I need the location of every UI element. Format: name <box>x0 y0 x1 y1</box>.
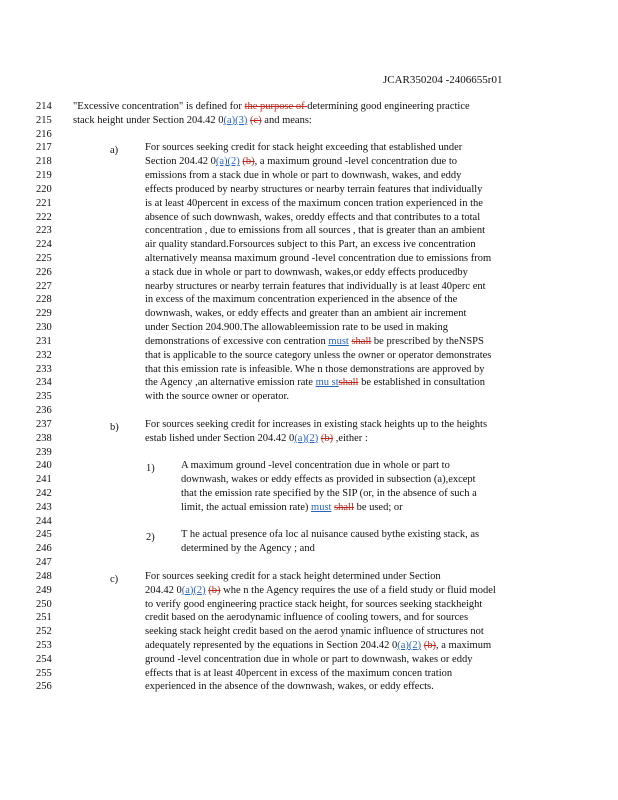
text-segment: A maximum ground -level concentration due in whole or part to <box>181 460 450 472</box>
text-line <box>145 336 484 347</box>
line-number: 248 <box>36 570 52 582</box>
line-number: 236 <box>36 405 52 417</box>
line-number: 222 <box>36 211 52 223</box>
text-segment: experienced in the absence of the downwash, wakes, or eddy effects. <box>145 681 434 693</box>
text-line <box>145 184 482 195</box>
deleted-text: (b) <box>242 156 255 168</box>
text-segment: estab lished under Section 204.42 0 <box>145 432 295 444</box>
document-id-header: JCAR350204 -2406655r01 <box>383 74 503 86</box>
inserted-text: (a)(2) <box>294 432 319 444</box>
text-segment: effects that is at least 40percent in excess of the maximum concen tration <box>145 667 453 679</box>
line-number: 218 <box>36 156 52 168</box>
text-line <box>73 115 312 126</box>
text-line <box>181 529 479 540</box>
text-line <box>145 267 468 278</box>
text-line <box>145 668 452 679</box>
text-segment: whe n the Agency requires the use of a field study or fluid model <box>220 584 496 596</box>
text-segment: air quality standard.Forsources subject to this Part, an excess ive concentration <box>145 239 476 251</box>
text-line <box>145 654 472 665</box>
inserted-text: (a)(2) <box>215 156 240 168</box>
text-segment: downwash, wakes or eddy effects as provided in subsection (a),except <box>181 474 476 486</box>
inserted-text: (a)(2) <box>397 639 422 651</box>
text-segment: and means: <box>261 114 312 126</box>
text-segment: demonstrations of excessive con centration <box>145 335 329 347</box>
inserted-text: must <box>311 501 332 513</box>
text-line <box>145 281 486 292</box>
line-number: 225 <box>36 253 52 265</box>
text-line <box>145 142 462 153</box>
line-number: 254 <box>36 653 52 665</box>
text-segment: emissions from a stack due in whole or part to downwash, wakes, and eddy <box>145 170 462 182</box>
text-segment: with the source owner or operator. <box>145 391 290 403</box>
deleted-text: (b) <box>208 584 221 596</box>
text-line <box>145 571 441 582</box>
item-label-b: b) <box>110 422 119 433</box>
item-label-b2: 2) <box>146 532 155 543</box>
line-number: 249 <box>36 584 52 596</box>
text-line <box>145 640 491 651</box>
text-line <box>145 253 491 264</box>
text-segment: determined by the Agency ; and <box>181 543 315 555</box>
line-number: 217 <box>36 142 52 154</box>
line-number: 216 <box>36 128 52 140</box>
text-line <box>145 681 434 692</box>
line-number: 243 <box>36 501 52 513</box>
line-number: 250 <box>36 598 52 610</box>
line-number: 231 <box>36 335 52 347</box>
line-number: 237 <box>36 418 52 430</box>
line-number: 251 <box>36 612 52 624</box>
inserted-text: mu st <box>315 377 339 389</box>
text-segment: credit based on the aerodynamic influence of cooling towers, and for sources <box>145 612 469 624</box>
text-segment: that this emission rate is infeasible. Whe n those demonstrations are approved by <box>145 363 485 375</box>
text-segment: seeking stack height credit based on the aerod ynamic influence of structures not <box>145 626 484 638</box>
line-number: 224 <box>36 239 52 251</box>
text-segment: a stack due in whole or part to downwash, wakes,or eddy effects producedby <box>145 266 468 278</box>
line-number: 227 <box>36 280 52 292</box>
text-segment: alternatively meansa maximum ground -level concentration due to emissions from <box>145 253 492 265</box>
deleted-text: (b) <box>423 639 437 651</box>
line-number: 214 <box>36 101 52 112</box>
text-line <box>181 474 476 485</box>
inserted-text: must <box>328 335 349 347</box>
line-number: 242 <box>36 487 52 499</box>
line-number: 256 <box>36 681 52 693</box>
text-segment: is at least 40percent in excess of the maximum concen tration experienced in the <box>145 197 483 209</box>
text-line <box>145 419 487 430</box>
line-number: 253 <box>36 639 52 651</box>
text-line <box>145 612 468 623</box>
text-segment: For sources seeking credit for a stack height determined under Section <box>145 570 441 582</box>
line-number: 230 <box>36 322 52 334</box>
text-line <box>145 364 485 375</box>
text-line <box>145 170 461 181</box>
text-segment: T he actual presence ofa loc al nuisance caused bythe existing stack, as <box>181 529 480 541</box>
text-line <box>181 502 403 513</box>
text-line <box>145 350 491 361</box>
deleted-text: (c) <box>250 114 262 126</box>
line-number: 228 <box>36 294 52 306</box>
line-number: 229 <box>36 308 52 320</box>
text-segment: concentration , due to emissions from all sources , that is greater than an ambient <box>145 225 485 237</box>
deleted-text: (b) <box>320 432 334 444</box>
line-number: 246 <box>36 543 52 555</box>
text-line <box>145 212 480 223</box>
line-number: 255 <box>36 667 52 679</box>
text-line <box>145 225 485 236</box>
line-number: 252 <box>36 626 52 638</box>
text-line <box>181 543 315 554</box>
text-segment: limit, the actual emission rate) <box>181 501 312 513</box>
text-segment: to verify good engineering practice stack height, for sources seeking stackheight <box>145 598 483 610</box>
text-line <box>145 433 368 444</box>
item-label-c: c) <box>110 574 119 585</box>
text-segment: the Agency ,an alternative emission rate <box>145 377 316 389</box>
text-segment: effects produced by nearby structures or nearby terrain features that individually <box>145 183 483 195</box>
text-line <box>145 377 485 388</box>
text-segment: , a maximum <box>436 639 492 651</box>
item-label-b1: 1) <box>146 463 155 474</box>
text-segment: adequately represented by the equations in Section 204.42 0 <box>145 639 398 651</box>
line-number: 247 <box>36 557 52 569</box>
deleted-text: shall <box>338 377 359 389</box>
deleted-text: shall <box>334 501 354 513</box>
line-number: 238 <box>36 432 52 444</box>
text-segment: stack height under Section 204.42 0 <box>73 114 224 126</box>
inserted-text: (a)(3) <box>223 114 248 126</box>
text-line <box>181 488 477 499</box>
text-line <box>145 391 289 402</box>
text-segment: For sources seeking credit for stack height exceeding that established under <box>145 142 463 154</box>
text-segment: 204.42 0 <box>145 584 182 596</box>
text-line <box>145 198 483 209</box>
text-segment: absence of such downwash, wakes, oreddy effects and that contributes to a total <box>145 211 481 223</box>
text-line <box>73 101 470 112</box>
text-segment: in excess of the maximum concentration experienced in the absence of the <box>145 294 458 306</box>
line-number: 233 <box>36 363 52 375</box>
line-number: 219 <box>36 170 52 182</box>
line-number: 235 <box>36 391 52 403</box>
line-number: 220 <box>36 183 52 195</box>
item-label-a: a) <box>110 145 119 156</box>
text-line <box>145 156 457 167</box>
text-line <box>145 626 484 637</box>
line-number: 244 <box>36 515 52 527</box>
text-segment: "Excessive concentration" is defined for <box>73 101 245 112</box>
text-segment: be used; or <box>353 501 403 513</box>
line-number: 226 <box>36 266 52 278</box>
line-number: 240 <box>36 460 52 472</box>
line-number: 221 <box>36 197 52 209</box>
text-line <box>145 294 457 305</box>
text-segment: be established in consultation <box>358 377 486 389</box>
text-segment: downwash, wakes, or eddy effects and greater than an ambient air increment <box>145 308 467 320</box>
line-number: 234 <box>36 377 52 389</box>
deleted-text: the purpose of <box>244 101 308 112</box>
line-number: 241 <box>36 474 52 486</box>
text-line <box>145 239 476 250</box>
text-line <box>145 308 466 319</box>
text-segment: that is applicable to the source category unless the owner or operator demonstrates <box>145 349 492 361</box>
line-number: 245 <box>36 529 52 541</box>
line-number: 223 <box>36 225 52 237</box>
text-segment: ,either : <box>333 432 368 444</box>
text-segment: Section 204.42 0 <box>145 156 216 168</box>
line-number: 215 <box>36 114 52 126</box>
line-number: 239 <box>36 446 52 458</box>
text-segment: under Section 204.900.The allowableemission rate to be used in making <box>145 322 448 334</box>
text-segment: that the emission rate specified by the SIP (or, in the absence of such a <box>181 487 477 499</box>
text-segment: determining good engineering practice <box>307 101 470 112</box>
text-line <box>145 322 448 333</box>
text-segment: be prescribed by theNSPS <box>371 335 484 347</box>
deleted-text: shall <box>351 335 372 347</box>
text-segment: nearby structures or nearby terrain features that individually is at least 40perc ent <box>145 280 486 292</box>
text-segment: ground -level concentration due in whole or part to downwash, wakes or eddy <box>145 653 473 665</box>
text-line <box>145 585 496 596</box>
text-segment: , a maximum ground -level concentration due to <box>254 156 458 168</box>
line-number: 232 <box>36 349 52 361</box>
text-line <box>181 460 450 471</box>
inserted-text: (a)(2) <box>181 584 206 596</box>
text-line <box>145 599 482 610</box>
text-segment: For sources seeking credit for increases in existing stack heights up to the heights <box>145 418 488 430</box>
